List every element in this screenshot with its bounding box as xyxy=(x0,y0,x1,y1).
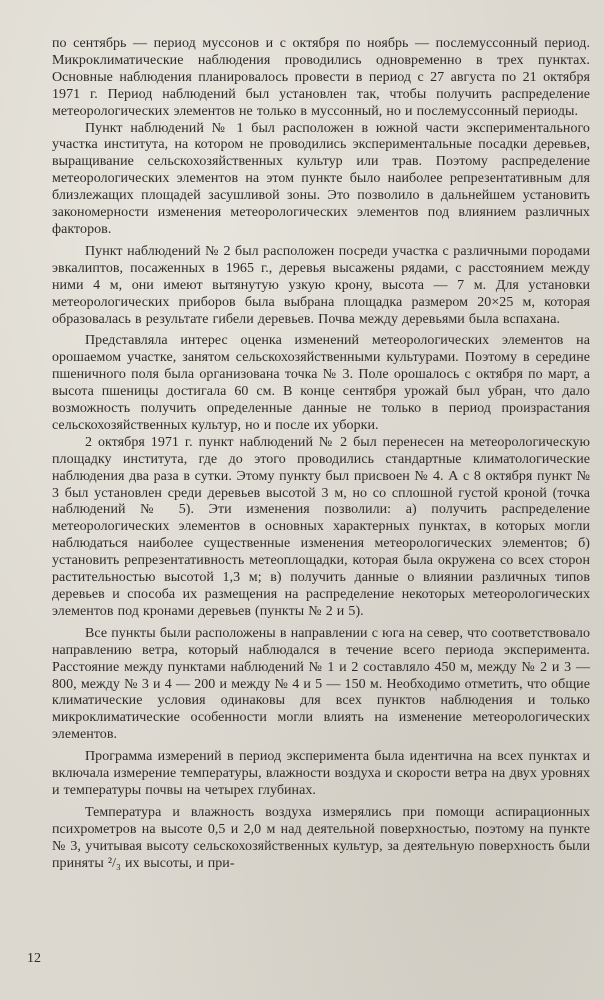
paragraph-point-1: Пункт наблюдений № 1 был расположен в южной части экспериментального участка института, на котором не проводились экспериментальные посадки деревьев, выращивание сельскохозяйственных культур или трав. Поэтому распределение метеорологических элементов на этом пункте было наиболее репрезентативным для близлежащих площадей засушливой зоны. Это позволило в дальнейшем установить закономерности изменения метеорологических элементов под влиянием различных факторов. xyxy=(52,120,590,237)
paragraph-continued: по сентябрь — период муссонов и с октября по ноябрь — послемуссонный период. Микроклиматические наблюдения проводились одновременно в трех пунктах. Основные наблюдения планировалось провести в период с 27 августа по 21 октября 1971 г. Период наблюдений был установлен так, чтобы получить распределение метеорологических элементов не только в муссонный, но и послемуссонный периоды. xyxy=(52,36,590,119)
paragraph-measurements: Температура и влажность воздуха измерялись при помощи аспирационных психрометров на высоте 0,5 и 2,0 м над деятельной поверхностью, поэтому на пункте № 3, учитывая высоту сельскохозяйственных культур, за деятельную поверхность были приняты ²/₃ их высоты, и при- xyxy=(52,804,590,871)
page-number: 12 xyxy=(27,951,41,966)
paragraph-program: Программа измерений в период эксперимента была идентична на всех пунктах и включала измерение температуры, влажности воздуха и скорости ветра на двух уровнях и температуры почвы на четырех глубинах. xyxy=(52,749,590,798)
paragraph-point-2: Пункт наблюдений № 2 был расположен посреди участка с различными породами эвкалиптов, посаженных в 1965 г., деревья высажены рядами, с расстоянием между ними 4 м, они имеют вытянутую узкую крону, высота — 7 м. Для установки метеорологических приборов была выбрана площадка размером 20×25 м, которая образовалась в результате гибели деревьев. Почва между деревьями была вспахана. xyxy=(52,243,590,327)
paragraph-distances: Все пункты были расположены в направлении с юга на север, что соответствовало направлению ветра, который наблюдался в течение всего периода эксперимента. Расстояние между пунктами наблюдений № 1 и 2 составляло 450 м, между № 2 и 3 — 800, между № 3 и 4 — 200 и между № 4 и 5 — 150 м. Необходимо отметить, что общие климатические условия одинаковы для всех пунктов наблюдения и только микроклиматические особенности могли влиять на изменение метеорологических элементов. xyxy=(52,625,590,743)
paragraph-point-3: Представляла интерес оценка изменений метеорологических элементов на орошаемом участке, занятом сельскохозяйственными культурами. Поэтому в середине пшеничного поля была организована точка № 3. Поле орошалось с октября по март, а высота пшеницы достигала 60 см. В конце сентября урожай был убран, что дало возможность получить определенные данные не только в период произрастания сельскохозяйственных культур, но и после их уборки. xyxy=(52,333,590,433)
paragraph-relocation: 2 октября 1971 г. пункт наблюдений № 2 был перенесен на метеорологическую площадку института, где до этого проводились стандартные климатологические наблюдения два раза в сутки. Этому пункту был присвоен № 4. А с 8 октября пункт № 3 был установлен среди деревьев высотой 3 м, но со сплошной густой кроной (точка наблюдений № 5). Эти изменения позволили: а) получить распределение метеорологических элементов в основных характерных пунктах, в которых могли наблюдаться наиболее существенные изменения метеорологических элементов; б) установить репрезентативность метеоплощадки, которая была окружена со всех сторон растительностью высотой 1,3 м; в) получить данные о влиянии различных типов деревьев и способа их размещения на распределение некоторых метеорологических элементов под кронами деревьев (пункты № 2 и 5). xyxy=(52,434,590,619)
page-body xyxy=(52,36,590,873)
